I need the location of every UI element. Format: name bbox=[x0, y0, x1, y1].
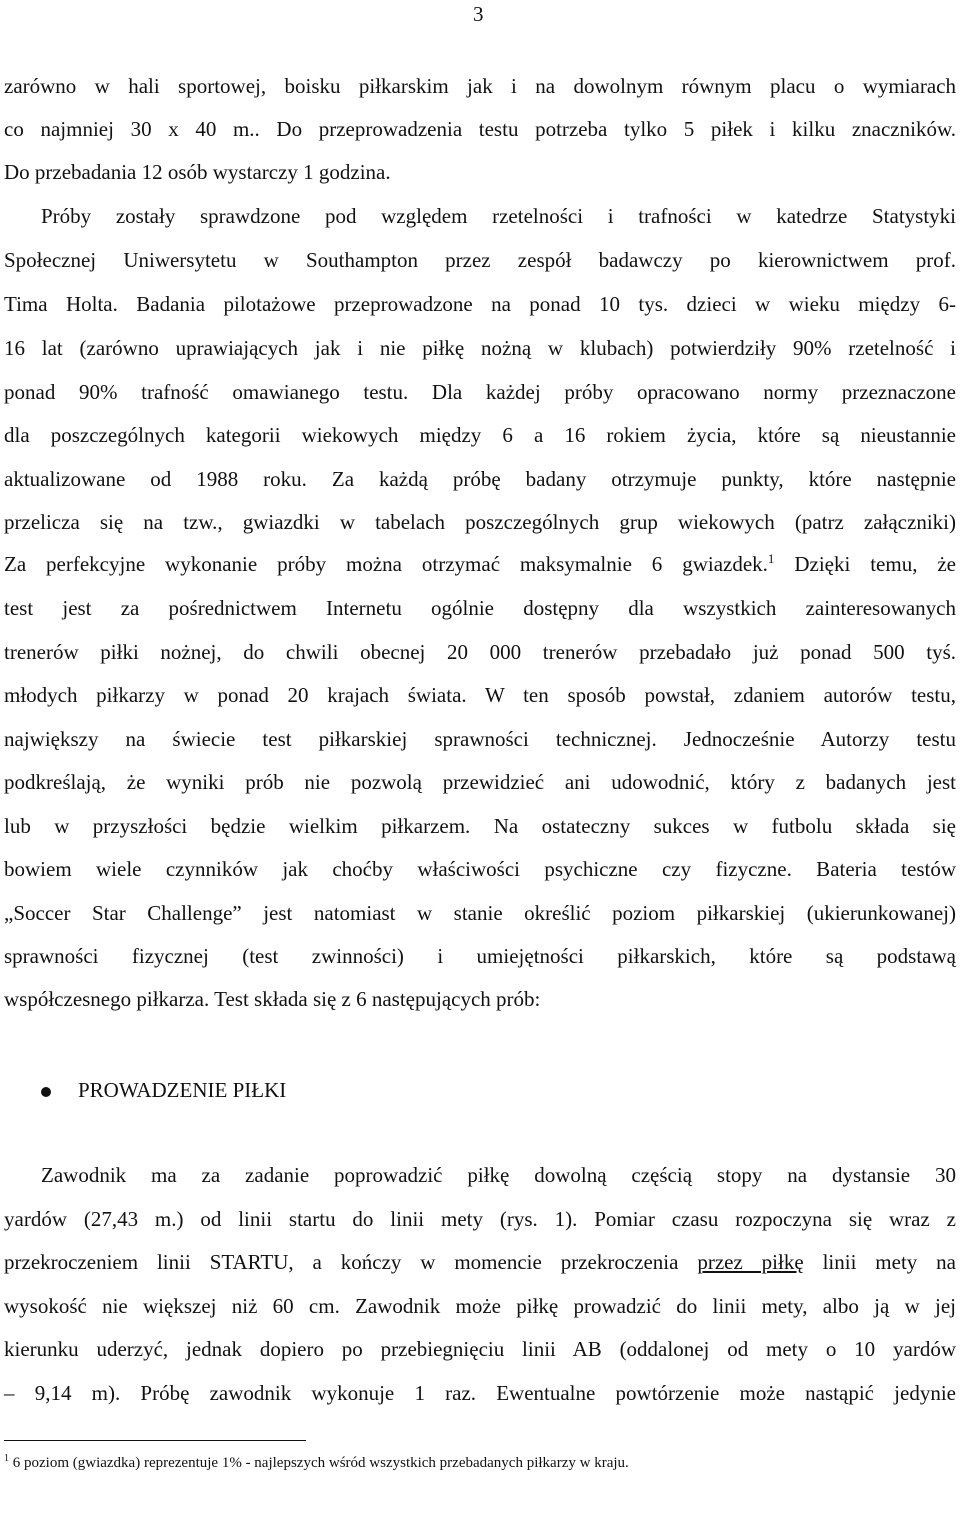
section-heading: PROWADZENIE PIŁKI bbox=[78, 1078, 287, 1102]
footnote-text: 6 poziom (gwiazdka) reprezentuje 1% - najlepszych wśród wszystkich przebadanych piłkarzy w kraju. bbox=[9, 1455, 629, 1471]
footnote-ref-marker: 1 bbox=[767, 551, 775, 566]
body-line: dla poszczególnych kategorii wiekowych między 6 a 16 rokiem życia, które są nieustannie bbox=[4, 423, 956, 447]
body-line-footnote-ref bbox=[4, 551, 956, 576]
body-line: trenerów piłki nożnej, do chwili obecnej 20 000 trenerów przebadało już ponad 500 tyś. bbox=[4, 640, 956, 664]
body-line: bowiem wiele czynników jak choćby właściwości psychiczne czy fizyczne. Bateria testów bbox=[4, 857, 956, 881]
body-line: przelicza się na tzw., gwiazdki w tabelach poszczególnych grup wiekowych (patrz załączniki) bbox=[4, 510, 956, 534]
footnote-line-before: Za perfekcyjne wykonanie próby można otrzymać maksymalnie 6 gwiazdek. bbox=[4, 552, 768, 576]
body-line: największy na świecie test piłkarskiej sprawności technicznej. Jednocześnie Autorzy testu bbox=[4, 727, 956, 751]
bullet-icon bbox=[41, 1087, 51, 1097]
body-line: Do przebadania 12 osób wystarczy 1 godzina. bbox=[4, 160, 391, 184]
body-line: podkreślają, że wyniki prób nie pozwolą przewidzieć ani udowodnić, który z badanych jest bbox=[4, 770, 956, 794]
body-line: co najmniej 30 x 40 m.. Do przeprowadzenia testu potrzeba tylko 5 piłek i kilku znaczników. bbox=[4, 117, 956, 141]
body-line: aktualizowane od 1988 roku. Za każdą próbę badany otrzymuje punkty, które następnie bbox=[4, 467, 956, 491]
body-line: Społecznej Uniwersytetu w Southampton przez zespół badawczy po kierownictwem prof. bbox=[4, 248, 956, 272]
section-line: – 9,14 m). Próbę zawodnik wykonuje 1 raz. Ewentualne powtórzenie może nastąpić jedynie bbox=[4, 1381, 956, 1405]
section-line: Zawodnik ma za zadanie poprowadzić piłkę dowolną częścią stopy na dystansie 30 bbox=[41, 1163, 956, 1187]
page-number: 3 bbox=[473, 2, 484, 26]
body-line: zarówno w hali sportowej, boisku piłkarskim jak i na dowolnym równym placu o wymiarach bbox=[4, 74, 956, 98]
section-line: wysokość nie większej niż 60 cm. Zawodnik może piłkę prowadzić do linii mety, albo ją w jej bbox=[4, 1294, 956, 1318]
body-line: Próby zostały sprawdzone pod względem rzetelności i trafności w katedrze Statystyki bbox=[41, 204, 956, 228]
body-line: młodych piłkarzy w ponad 20 krajach świata. W ten sposób powstał, zdaniem autorów testu, bbox=[4, 683, 956, 707]
body-line: „Soccer Star Challenge” jest natomiast w stanie określić poziom piłkarskiej (ukierunkowanej) bbox=[4, 901, 956, 925]
footnote bbox=[4, 1455, 629, 1472]
body-line: 16 lat (zarówno uprawiających jak i nie piłkę nożną w klubach) potwierdziły 90% rzetelność i bbox=[4, 336, 956, 360]
section-line-after: linii mety na bbox=[803, 1250, 956, 1274]
section-line: kierunku uderzyć, jednak dopiero po przebiegnięciu linii AB (oddalonej od mety o 10 yardów bbox=[4, 1337, 956, 1361]
body-line: ponad 90% trafność omawianego testu. Dla każdej próby opracowano normy przeznaczone bbox=[4, 380, 956, 404]
body-line: lub w przyszłości będzie wielkim piłkarzem. Na ostateczny sukces w futbolu składa się bbox=[4, 814, 956, 838]
body-line: Tima Holta. Badania pilotażowe przeprowadzone na ponad 10 tys. dzieci w wieku między 6- bbox=[4, 292, 956, 316]
footnote-separator bbox=[4, 1440, 306, 1441]
section-line: yardów (27,43 m.) od linii startu do linii mety (rys. 1). Pomiar czasu rozpoczyna się wraz z bbox=[4, 1207, 956, 1231]
footnote-marker: 1 bbox=[4, 1453, 9, 1464]
section-line-before: przekroczeniem linii STARTU, a kończy w momencie przekroczenia bbox=[4, 1250, 698, 1274]
body-line: test jest za pośrednictwem Internetu ogólnie dostępny dla wszystkich zainteresowanych bbox=[4, 596, 956, 620]
underlined-phrase: przez piłkę bbox=[697, 1250, 804, 1274]
section-line-underlined bbox=[4, 1252, 956, 1273]
body-line: sprawności fizycznej (test zwinności) i umiejętności piłkarskich, które są podstawą bbox=[4, 944, 956, 968]
body-line: współczesnego piłkarza. Test składa się z 6 następujących prób: bbox=[4, 987, 541, 1011]
footnote-line-after: Dzięki temu, że bbox=[774, 552, 956, 576]
